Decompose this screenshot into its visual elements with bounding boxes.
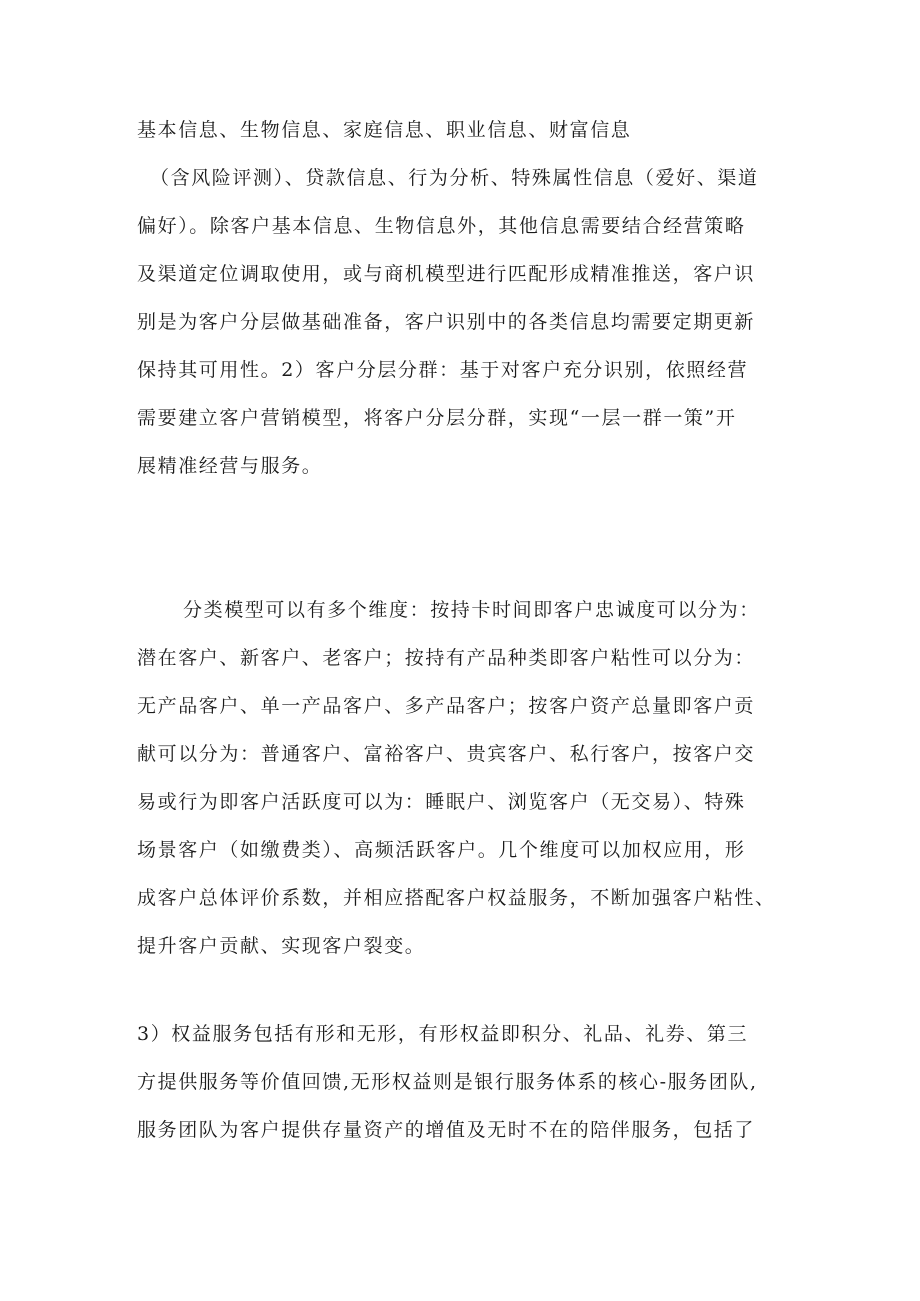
text-line: 提升客户贡献、实现客户裂变。: [137, 935, 426, 957]
text-line: 成客户总体评价系数，并相应搭配客户权益服务，不断加强客户粘性、: [137, 887, 776, 909]
text-line: 无产品客户、单一产品客户、多产品客户；按客户资产总量即客户贡: [137, 695, 756, 717]
text-line: 方提供服务等价值回馈,无形权益则是银行服务体系的核心-服务团队,: [137, 1071, 758, 1093]
text-line: 别是为客户分层做基础准备，客户识别中的各类信息均需要定期更新: [137, 311, 756, 333]
text-line: 偏好）。除客户基本信息、生物信息外，其他信息需要结合经营策略: [137, 215, 746, 237]
text-line: 3）权益服务包括有形和无形，有形权益即积分、礼品、礼券、第三: [137, 1023, 749, 1045]
text-line: 基本信息、生物信息、家庭信息、职业信息、财富信息: [137, 119, 632, 141]
text-line: 保持其可用性。2）客户分层分群：基于对客户充分识别，依照经营: [137, 359, 749, 381]
text-line: 易或行为即客户活跃度可以为：睡眠户、浏览客户（无交易）、特殊: [137, 791, 746, 813]
text-line: 展精准经营与服务。: [137, 455, 323, 477]
text-line: 服务团队为客户提供存量资产的增值及无时不在的陪伴服务，包括了: [137, 1119, 756, 1141]
text-line: 场景客户（如缴费类）、高频活跃客户。几个维度可以加权应用，形: [137, 839, 746, 861]
text-line: 及渠道定位调取使用，或与商机模型进行匹配形成精准推送，客户识: [137, 263, 756, 285]
text-line: （含风险评测）、贷款信息、行为分析、特殊属性信息（爱好、渠道: [150, 167, 759, 189]
text-line: 献可以分为：普通客户、富裕客户、贵宾客户、私行客户，按客户交: [137, 743, 756, 765]
text-line: 潜在客户、新客户、老客户；按持有产品种类即客户粘性可以分为：: [137, 647, 756, 669]
text-line: 需要建立客户营销模型，将客户分层分群，实现“一层一群一策”开: [137, 407, 737, 429]
text-line: 分类模型可以有多个维度：按持卡时间即客户忠诚度可以分为：: [183, 599, 760, 621]
